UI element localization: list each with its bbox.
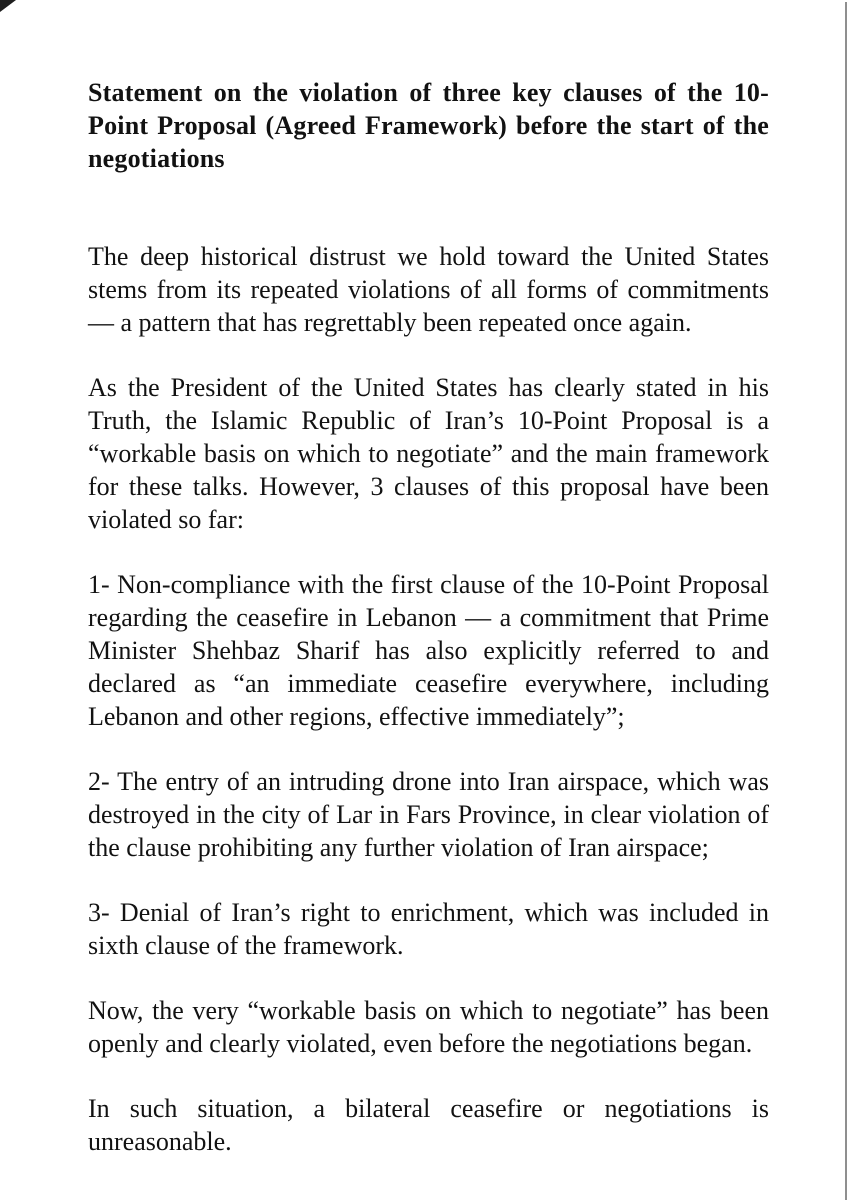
list-item-clause-2: 2- The entry of an intruding drone into Iran airspace, which was destroyed in the city of Lar in Fars Province, in clear violation of the clause prohibiting any further violation of Iran airspace; [88, 767, 769, 862]
list-item-clause-3: 3- Denial of Iran’s right to enrichment, which was included in sixth clause of the framework. [88, 898, 769, 960]
document-title: Statement on the violation of three key clauses of the 10-Point Proposal (Agreed Framework) before the start of the negotiations [88, 78, 769, 173]
paragraph-intro: The deep historical distrust we hold toward the United States stems from its repeated violations of all forms of commitments — a pattern that has regrettably been repeated once again. [88, 242, 769, 337]
page-edge-line [845, 2, 847, 1200]
list-item-clause-1: 1- Non-compliance with the first clause of the 10-Point Proposal regarding the ceasefire in Lebanon — a commitment that Prime Minister Shehbaz Sharif has also explicitly referred to and declared as “an immediate ceasefire everywhere, including Lebanon and other regions, effective immediately”; [88, 570, 769, 731]
paragraph-closing: In such situation, a bilateral ceasefire or negotiations is unreasonable. [88, 1094, 769, 1156]
paragraph-conclusion: Now, the very “workable basis on which to negotiate” has been openly and clearly violated, even before the negotiations began. [88, 996, 769, 1058]
paragraph-framework: As the President of the United States has clearly stated in his Truth, the Islamic Republic of Iran’s 10-Point Proposal is a “workable basis on which to negotiate” and the main framework for these talks. However, 3 clauses of this proposal have been violated so far: [88, 373, 769, 534]
